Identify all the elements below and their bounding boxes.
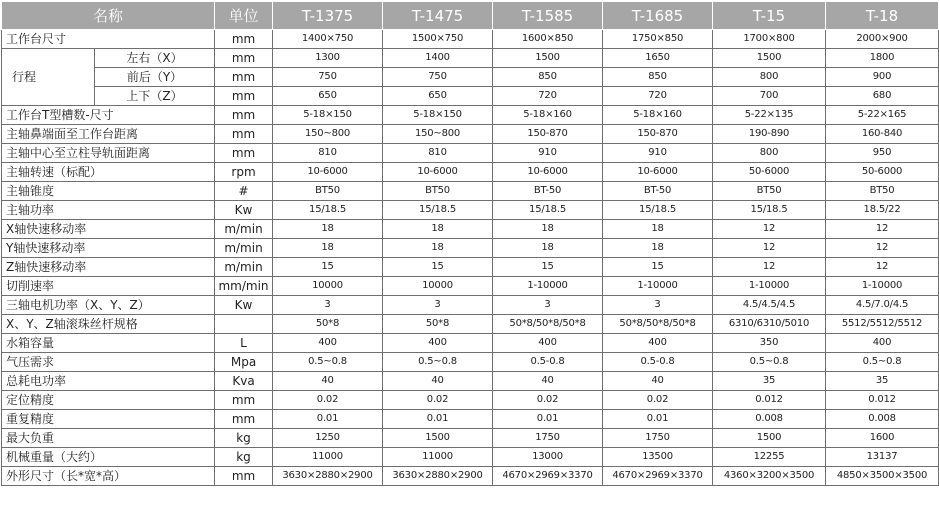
row-label: X轴快速移动率 xyxy=(2,220,215,239)
spec-value-cell: 12 xyxy=(826,258,939,277)
spec-value-cell: 1300 xyxy=(273,49,383,68)
spec-value-cell: 10-6000 xyxy=(273,163,383,182)
table-row xyxy=(2,391,939,410)
table-row xyxy=(2,315,939,334)
table-row xyxy=(2,429,939,448)
spec-value-cell: 50*8/50*8/50*8 xyxy=(493,315,603,334)
spec-value-cell: 15 xyxy=(603,258,713,277)
spec-value-cell: BT-50 xyxy=(603,182,713,201)
spec-value-cell: 18 xyxy=(493,239,603,258)
header-model: T-15 xyxy=(713,2,826,30)
spec-value-cell: 0.5-0.8 xyxy=(493,353,603,372)
spec-value-cell: 12 xyxy=(826,239,939,258)
spec-value-cell: 160-840 xyxy=(826,125,939,144)
spec-value-cell: 12255 xyxy=(713,448,826,467)
row-label: 工作台T型槽数-尺寸 xyxy=(2,106,215,125)
spec-value-cell: 5-18×160 xyxy=(603,106,713,125)
row-label: 气压需求 xyxy=(2,353,215,372)
spec-value-cell: 5-22×165 xyxy=(826,106,939,125)
spec-value-cell: 0.02 xyxy=(383,391,493,410)
header-model: T-1585 xyxy=(493,2,603,30)
row-label: 主轴转速（标配） xyxy=(2,163,215,182)
table-row xyxy=(2,182,939,201)
table-row xyxy=(2,87,939,106)
spec-value-cell: 0.012 xyxy=(713,391,826,410)
spec-value-cell: 18 xyxy=(493,220,603,239)
table-row xyxy=(2,201,939,220)
row-unit: mm xyxy=(215,68,273,87)
spec-value-cell: 15/18.5 xyxy=(603,201,713,220)
spec-value-cell: 1-10000 xyxy=(493,277,603,296)
spec-value-cell: 1650 xyxy=(603,49,713,68)
spec-value-cell: 11000 xyxy=(273,448,383,467)
spec-value-cell: 1500 xyxy=(713,49,826,68)
row-unit: kg xyxy=(215,448,273,467)
header-row xyxy=(2,2,939,30)
spec-value-cell: BT50 xyxy=(383,182,493,201)
table-row xyxy=(2,49,939,68)
spec-value-cell: 800 xyxy=(713,68,826,87)
row-unit: m/min xyxy=(215,220,273,239)
spec-value-cell: 750 xyxy=(273,68,383,87)
spec-value-cell: 15/18.5 xyxy=(383,201,493,220)
row-label: 外形尺寸（长*宽*高） xyxy=(2,467,215,486)
table-row xyxy=(2,410,939,429)
spec-value-cell: 50*8 xyxy=(273,315,383,334)
spec-value-cell: BT50 xyxy=(713,182,826,201)
table-row xyxy=(2,448,939,467)
spec-value-cell: 18 xyxy=(603,220,713,239)
spec-value-cell: 0.02 xyxy=(603,391,713,410)
header-name: 名称 xyxy=(2,2,215,30)
row-unit: mm/min xyxy=(215,277,273,296)
spec-value-cell: 3 xyxy=(493,296,603,315)
row-unit: mm xyxy=(215,125,273,144)
row-unit: L xyxy=(215,334,273,353)
spec-value-cell: 1500 xyxy=(713,429,826,448)
spec-value-cell: 400 xyxy=(603,334,713,353)
spec-value-cell: 15 xyxy=(273,258,383,277)
spec-value-cell: 50*8/50*8/50*8 xyxy=(603,315,713,334)
spec-value-cell: 1400 xyxy=(383,49,493,68)
row-unit: # xyxy=(215,182,273,201)
spec-value-cell: 3 xyxy=(273,296,383,315)
spec-value-cell: 0.01 xyxy=(273,410,383,429)
spec-value-cell: 15 xyxy=(493,258,603,277)
row-unit: mm xyxy=(215,144,273,163)
spec-value-cell: 13500 xyxy=(603,448,713,467)
spec-value-cell: 150~800 xyxy=(383,125,493,144)
spec-value-cell: 35 xyxy=(826,372,939,391)
spec-value-cell: 40 xyxy=(383,372,493,391)
table-row xyxy=(2,239,939,258)
row-label: 主轴锥度 xyxy=(2,182,215,201)
spec-value-cell: 5-22×135 xyxy=(713,106,826,125)
spec-value-cell: 10-6000 xyxy=(383,163,493,182)
table-row xyxy=(2,163,939,182)
spec-value-cell: 650 xyxy=(273,87,383,106)
row-label: 定位精度 xyxy=(2,391,215,410)
spec-value-cell: 1750×850 xyxy=(603,30,713,49)
spec-value-cell: 4.5/4.5/4.5 xyxy=(713,296,826,315)
spec-value-cell: 400 xyxy=(826,334,939,353)
row-label: Y轴快速移动率 xyxy=(2,239,215,258)
spec-value-cell: 1750 xyxy=(493,429,603,448)
spec-value-cell: 40 xyxy=(493,372,603,391)
spec-value-cell: 2000×900 xyxy=(826,30,939,49)
spec-value-cell: 1-10000 xyxy=(826,277,939,296)
row-unit: mm xyxy=(215,87,273,106)
row-unit xyxy=(215,315,273,334)
spec-value-cell: 1600 xyxy=(826,429,939,448)
spec-value-cell: 15 xyxy=(383,258,493,277)
spec-value-cell: 4850×3500×3500 xyxy=(826,467,939,486)
row-unit: mm xyxy=(215,49,273,68)
spec-value-cell: 15/18.5 xyxy=(493,201,603,220)
spec-value-cell: 0.5~0.8 xyxy=(826,353,939,372)
spec-value-cell: 900 xyxy=(826,68,939,87)
spec-value-cell: 400 xyxy=(493,334,603,353)
header-model: T-1375 xyxy=(273,2,383,30)
spec-value-cell: 0.01 xyxy=(603,410,713,429)
spec-value-cell: 12 xyxy=(713,220,826,239)
spec-value-cell: 400 xyxy=(383,334,493,353)
row-unit: mm xyxy=(215,106,273,125)
row-label: 前后（Y） xyxy=(95,68,215,87)
spec-value-cell: 0.02 xyxy=(493,391,603,410)
spec-value-cell: 0.01 xyxy=(493,410,603,429)
spec-value-cell: 0.02 xyxy=(273,391,383,410)
row-unit: mm xyxy=(215,30,273,49)
row-label: 主轴中心至立柱导轨面距离 xyxy=(2,144,215,163)
spec-value-cell: 5512/5512/5512 xyxy=(826,315,939,334)
spec-value-cell: 4360×3200×3500 xyxy=(713,467,826,486)
table-row xyxy=(2,220,939,239)
spec-value-cell: 40 xyxy=(603,372,713,391)
table-row xyxy=(2,30,939,49)
spec-value-cell: 0.008 xyxy=(713,410,826,429)
spec-value-cell: 350 xyxy=(713,334,826,353)
spec-value-cell: 5-18×160 xyxy=(493,106,603,125)
spec-value-cell: 50-6000 xyxy=(713,163,826,182)
spec-value-cell: 750 xyxy=(383,68,493,87)
spec-value-cell: 950 xyxy=(826,144,939,163)
header-model: T-1475 xyxy=(383,2,493,30)
spec-value-cell: 0.5~0.8 xyxy=(383,353,493,372)
spec-value-cell: 12 xyxy=(713,258,826,277)
spec-value-cell: 1500 xyxy=(383,429,493,448)
row-unit: m/min xyxy=(215,239,273,258)
spec-value-cell: 1250 xyxy=(273,429,383,448)
row-label: 最大负重 xyxy=(2,429,215,448)
spec-value-cell: 400 xyxy=(273,334,383,353)
row-label: 三轴电机功率（X、Y、Z） xyxy=(2,296,215,315)
spec-value-cell: 1500 xyxy=(493,49,603,68)
spec-value-cell: 1500×750 xyxy=(383,30,493,49)
spec-value-cell: 15/18.5 xyxy=(713,201,826,220)
spec-value-cell: 150-870 xyxy=(493,125,603,144)
table-row xyxy=(2,125,939,144)
spec-value-cell: 12 xyxy=(713,239,826,258)
row-unit: Kva xyxy=(215,372,273,391)
spec-value-cell: 18 xyxy=(273,239,383,258)
table-row xyxy=(2,372,939,391)
spec-value-cell: 18 xyxy=(603,239,713,258)
header-model: T-18 xyxy=(826,2,939,30)
table-row xyxy=(2,277,939,296)
row-label: 机械重量（大约） xyxy=(2,448,215,467)
spec-value-cell: 910 xyxy=(493,144,603,163)
spec-value-cell: 1700×800 xyxy=(713,30,826,49)
spec-value-cell: 5-18×150 xyxy=(383,106,493,125)
spec-value-cell: 4670×2969×3370 xyxy=(493,467,603,486)
spec-value-cell: 720 xyxy=(493,87,603,106)
spec-value-cell: 10-6000 xyxy=(493,163,603,182)
spec-value-cell: 0.01 xyxy=(383,410,493,429)
spec-value-cell: 5-18×150 xyxy=(273,106,383,125)
spec-value-cell: 150~800 xyxy=(273,125,383,144)
spec-value-cell: 11000 xyxy=(383,448,493,467)
spec-value-cell: 810 xyxy=(383,144,493,163)
row-unit: m/min xyxy=(215,258,273,277)
spec-value-cell: 700 xyxy=(713,87,826,106)
spec-value-cell: 810 xyxy=(273,144,383,163)
table-row xyxy=(2,296,939,315)
row-label: 总耗电功率 xyxy=(2,372,215,391)
row-unit: mm xyxy=(215,410,273,429)
row-unit: mm xyxy=(215,467,273,486)
row-label: 左右（X） xyxy=(95,49,215,68)
spec-value-cell: BT-50 xyxy=(493,182,603,201)
spec-value-cell: 1-10000 xyxy=(713,277,826,296)
spec-value-cell: 18 xyxy=(383,239,493,258)
spec-value-cell: 1800 xyxy=(826,49,939,68)
header-unit: 单位 xyxy=(215,2,273,30)
spec-value-cell: 910 xyxy=(603,144,713,163)
spec-value-cell: 18 xyxy=(383,220,493,239)
row-label: 主轴功率 xyxy=(2,201,215,220)
spec-value-cell: 680 xyxy=(826,87,939,106)
spec-value-cell: 13000 xyxy=(493,448,603,467)
row-unit: rpm xyxy=(215,163,273,182)
spec-value-cell: 35 xyxy=(713,372,826,391)
spec-value-cell: 0.008 xyxy=(826,410,939,429)
spec-value-cell: 10-6000 xyxy=(603,163,713,182)
spec-value-cell: 50-6000 xyxy=(826,163,939,182)
table-row xyxy=(2,106,939,125)
row-unit: Mpa xyxy=(215,353,273,372)
spec-value-cell: 13137 xyxy=(826,448,939,467)
table-row xyxy=(2,353,939,372)
spec-value-cell: 0.5-0.8 xyxy=(603,353,713,372)
spec-value-cell: 12 xyxy=(826,220,939,239)
row-unit: Kw xyxy=(215,296,273,315)
spec-value-cell: 3630×2880×2900 xyxy=(273,467,383,486)
spec-value-cell: 4670×2969×3370 xyxy=(603,467,713,486)
spec-value-cell: 18.5/22 xyxy=(826,201,939,220)
spec-value-cell: 1600×850 xyxy=(493,30,603,49)
row-unit: Kw xyxy=(215,201,273,220)
spec-value-cell: 800 xyxy=(713,144,826,163)
spec-value-cell: 850 xyxy=(493,68,603,87)
row-label: X、Y、Z轴滚珠丝杆规格 xyxy=(2,315,215,334)
spec-value-cell: 720 xyxy=(603,87,713,106)
row-label: 水箱容量 xyxy=(2,334,215,353)
spec-value-cell: BT50 xyxy=(273,182,383,201)
table-row xyxy=(2,467,939,486)
spec-value-cell: 15/18.5 xyxy=(273,201,383,220)
spec-value-cell: 3 xyxy=(383,296,493,315)
header-model: T-1685 xyxy=(603,2,713,30)
row-label: 上下（Z） xyxy=(95,87,215,106)
row-group-label: 行程 xyxy=(2,49,95,106)
spec-value-cell: 6310/6310/5010 xyxy=(713,315,826,334)
spec-value-cell: 0.5~0.8 xyxy=(273,353,383,372)
spec-value-cell: 850 xyxy=(603,68,713,87)
spec-value-cell: 50*8 xyxy=(383,315,493,334)
spec-value-cell: BT50 xyxy=(826,182,939,201)
table-row xyxy=(2,334,939,353)
table-row xyxy=(2,144,939,163)
row-label: 重复精度 xyxy=(2,410,215,429)
row-unit: mm xyxy=(215,391,273,410)
spec-value-cell: 1-10000 xyxy=(603,277,713,296)
spec-value-cell: 10000 xyxy=(383,277,493,296)
spec-value-cell: 0.5~0.8 xyxy=(713,353,826,372)
spec-value-cell: 18 xyxy=(273,220,383,239)
row-unit: kg xyxy=(215,429,273,448)
spec-value-cell: 150-870 xyxy=(603,125,713,144)
spec-value-cell: 40 xyxy=(273,372,383,391)
row-label: 主轴鼻端面至工作台距离 xyxy=(2,125,215,144)
spec-value-cell: 10000 xyxy=(273,277,383,296)
spec-value-cell: 4.5/7.0/4.5 xyxy=(826,296,939,315)
spec-value-cell: 1750 xyxy=(603,429,713,448)
row-label: 工作台尺寸 xyxy=(2,30,215,49)
table-row xyxy=(2,258,939,277)
spec-table-body xyxy=(2,30,939,486)
spec-value-cell: 3 xyxy=(603,296,713,315)
spec-value-cell: 0.012 xyxy=(826,391,939,410)
row-label: 切削速率 xyxy=(2,277,215,296)
spec-value-cell: 1400×750 xyxy=(273,30,383,49)
table-row xyxy=(2,68,939,87)
spec-value-cell: 3630×2880×2900 xyxy=(383,467,493,486)
spec-value-cell: 190-890 xyxy=(713,125,826,144)
row-label: Z轴快速移动率 xyxy=(2,258,215,277)
spec-value-cell: 650 xyxy=(383,87,493,106)
spec-table xyxy=(1,1,939,486)
